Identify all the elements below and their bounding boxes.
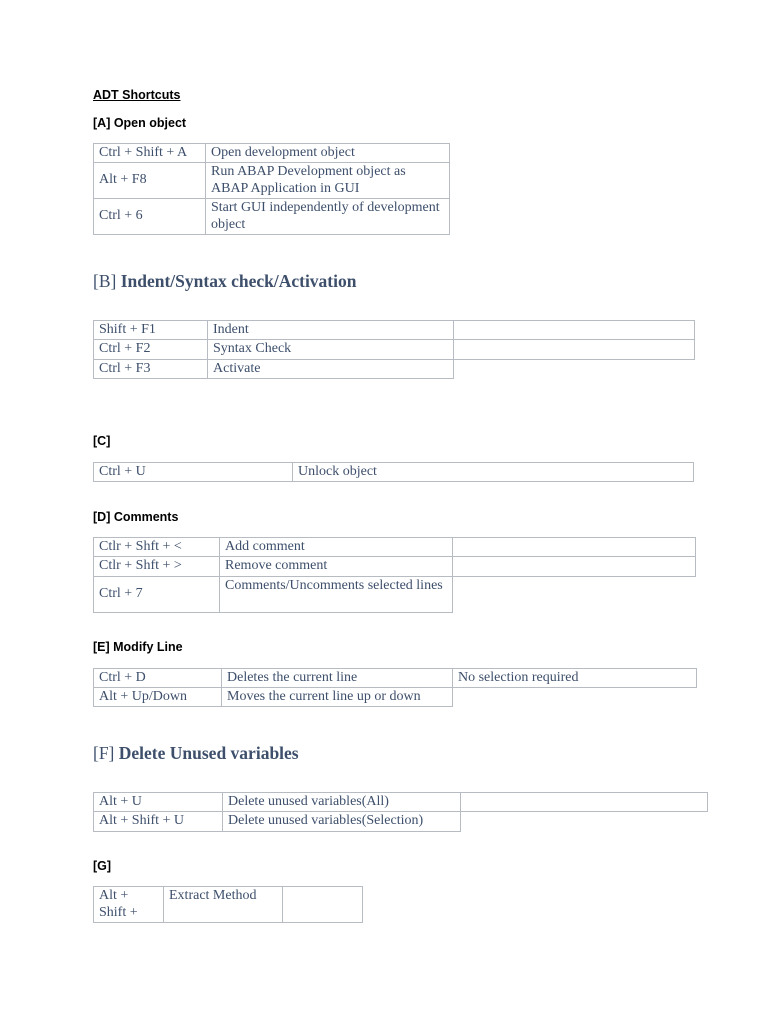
shortcut-note-cell xyxy=(452,576,453,613)
shortcut-key-cell: Ctrl + F2 xyxy=(93,339,208,360)
shortcut-key-cell: Ctrl + F3 xyxy=(93,359,208,379)
shortcut-description-cell: Add comment xyxy=(219,537,453,557)
shortcut-description-cell: Deletes the current line xyxy=(221,668,453,688)
section-f-heading-prefix: [F] xyxy=(93,743,115,763)
shortcut-note-cell xyxy=(453,339,695,360)
shortcut-description-cell: Comments/Uncomments selected lines xyxy=(219,576,453,613)
shortcut-note-cell xyxy=(453,320,695,340)
shortcut-note-cell: No selection required xyxy=(452,668,697,688)
shortcut-note-cell xyxy=(282,886,363,923)
shortcut-description-cell: Activate xyxy=(207,359,454,379)
shortcut-key-cell: Ctrl + 7 xyxy=(93,576,220,613)
shortcut-description-cell: Moves the current line up or down xyxy=(221,687,453,707)
section-e-heading: [E] Modify Line xyxy=(93,640,183,654)
section-b-heading-prefix: [B] xyxy=(93,271,117,291)
section-d-heading: [D] Comments xyxy=(93,510,179,524)
shortcut-note-cell xyxy=(452,556,696,577)
section-g-heading: [G] xyxy=(93,859,112,873)
shortcut-key-cell: Alt + F8 xyxy=(93,162,206,199)
shortcut-key-cell: Ctrl + Shift + A xyxy=(93,143,206,163)
shortcut-key-cell: Ctrl + D xyxy=(93,668,222,688)
shortcut-description-cell: Delete unused variables(Selection) xyxy=(222,811,461,832)
document-title: ADT Shortcuts xyxy=(93,88,181,102)
shortcut-key-cell: Ctlr + Shft + > xyxy=(93,556,220,577)
shortcut-description-cell: Start GUI independently of development object xyxy=(205,198,450,235)
shortcut-description-cell: Run ABAP Development object as ABAP Application in GUI xyxy=(205,162,450,199)
shortcut-description-cell: Extract Method xyxy=(163,886,283,923)
shortcut-key-cell: Ctrl + 6 xyxy=(93,198,206,235)
section-f-heading xyxy=(93,745,299,763)
section-f-heading-title: Delete Unused variables xyxy=(118,743,299,763)
shortcut-note-cell xyxy=(452,537,696,557)
shortcut-description-cell: Syntax Check xyxy=(207,339,454,360)
shortcut-key-cell: Alt + U xyxy=(93,792,223,812)
shortcut-key-cell: Ctrl + U xyxy=(93,462,293,482)
shortcut-key-cell: Alt + Up/Down xyxy=(93,687,222,707)
section-a-heading: [A] Open object xyxy=(93,116,187,130)
shortcut-key-cell: Alt + Shift + U xyxy=(93,811,223,832)
shortcut-key-cell: Shift + F1 xyxy=(93,320,208,340)
section-b-heading-title: Indent/Syntax check/Activation xyxy=(120,271,357,291)
section-c-heading: [C] xyxy=(93,434,111,448)
shortcut-key-cell: Alt + Shift + xyxy=(93,886,164,923)
shortcut-description-cell: Indent xyxy=(207,320,454,340)
shortcut-note-cell xyxy=(460,792,708,812)
section-b-heading xyxy=(93,273,356,291)
shortcut-description-cell: Remove comment xyxy=(219,556,453,577)
shortcut-key-cell: Ctlr + Shft + < xyxy=(93,537,220,557)
shortcut-description-cell: Delete unused variables(All) xyxy=(222,792,461,812)
shortcut-description-cell: Open development object xyxy=(205,143,450,163)
shortcut-description-cell: Unlock object xyxy=(292,462,694,482)
